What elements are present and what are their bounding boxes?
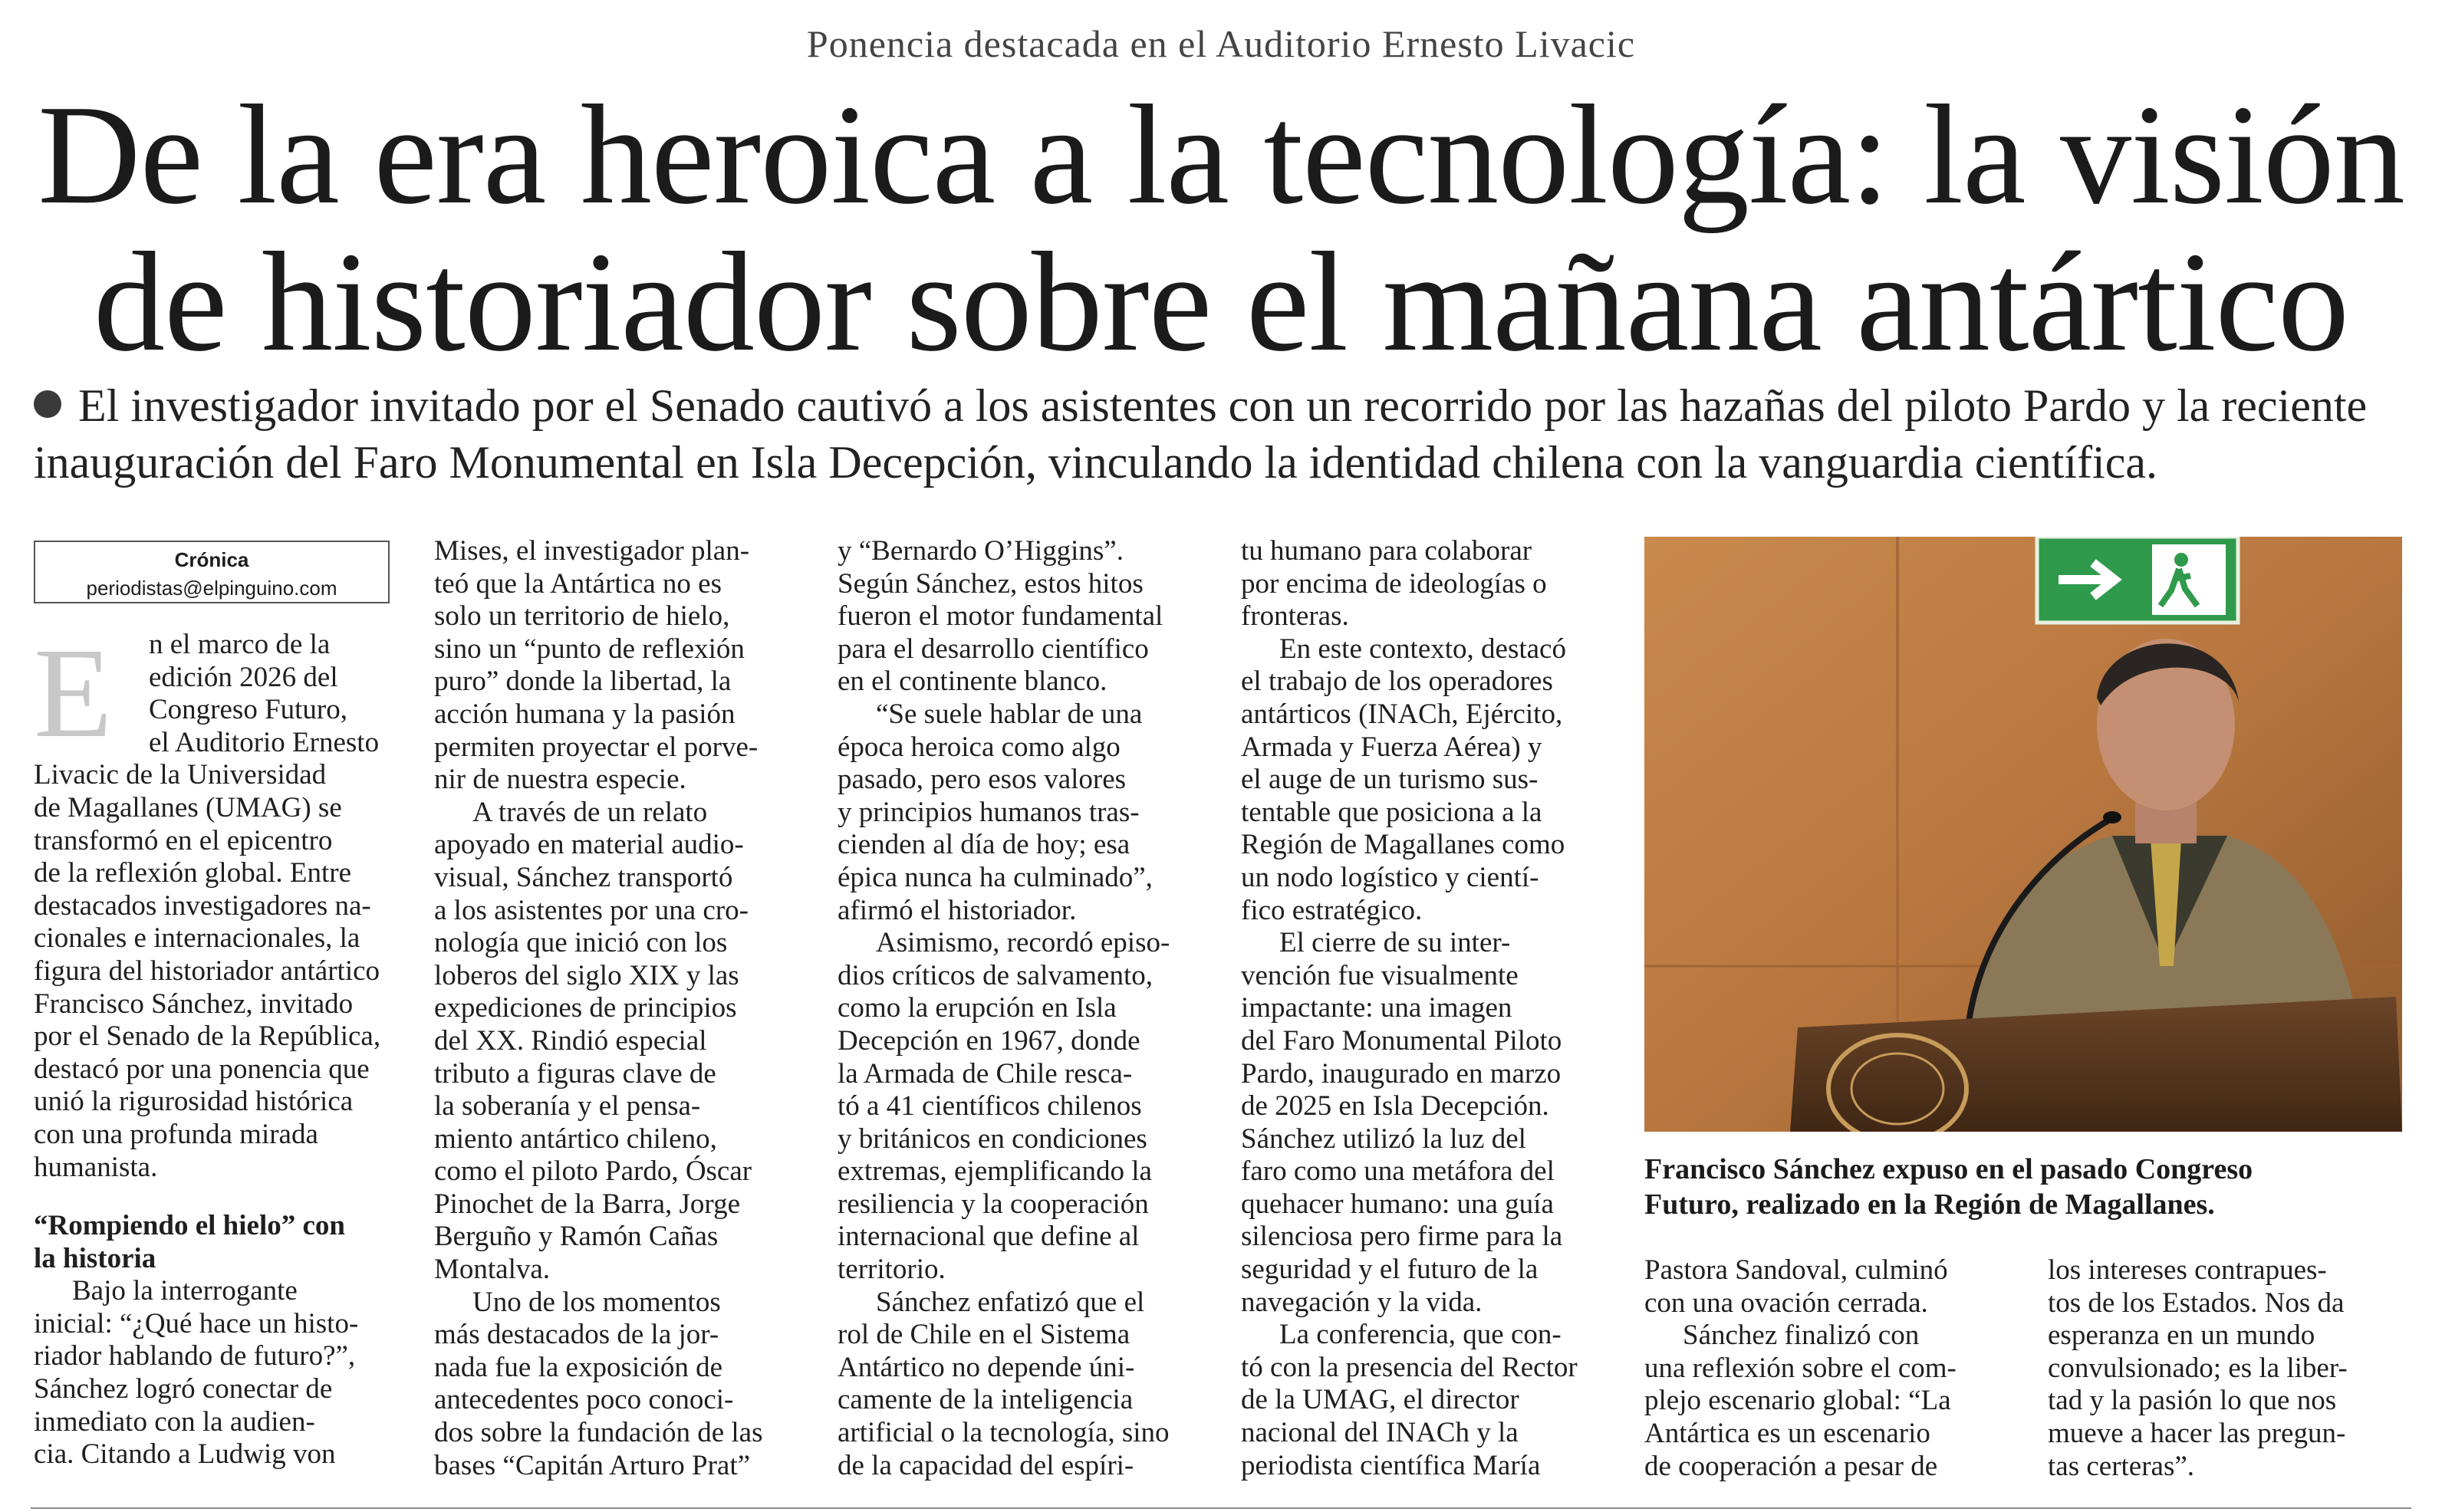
article-column-2 <box>434 535 795 1482</box>
text-line: A través de un relato <box>472 796 708 828</box>
text-line: a los asistentes por una cro- <box>434 894 749 926</box>
text-line: territorio. <box>838 1254 946 1286</box>
drop-cap: E <box>34 622 113 764</box>
text-line: Decepción en 1967, donde <box>838 1024 1140 1057</box>
text-line: fico estratégico. <box>1241 894 1423 926</box>
text-line: Montalva. <box>434 1254 551 1286</box>
text-line: loberos del siglo XIX y las <box>434 959 739 991</box>
text-line: resiliencia y la cooperación <box>838 1188 1149 1220</box>
text-line: tributo a figuras clave de <box>434 1057 716 1090</box>
article-column-3 <box>838 535 1198 1482</box>
text-line: esperanza en un mundo <box>2048 1320 2315 1352</box>
text-line: inmediato con la audien- <box>34 1405 315 1438</box>
text-line: del Faro Monumental Piloto <box>1241 1024 1562 1057</box>
article-column-6 <box>2048 1254 2408 1483</box>
text-line: nir de nuestra especie. <box>434 764 686 796</box>
text-line: artificial o la tecnología, sino <box>838 1417 1170 1449</box>
text-line: Pardo, inaugurado en marzo <box>1241 1057 1562 1090</box>
text-line: tentable que posiciona a la <box>1241 796 1542 828</box>
text-line: nología que inició con los <box>434 927 728 959</box>
deck-line-2: inauguración del Faro Monumental en Isla Decepción, vinculando la identidad chilena con la vanguardia científica. <box>34 437 2157 488</box>
article-column-1 <box>34 622 394 1471</box>
text-line: miento antártico chileno, <box>434 1122 717 1155</box>
bullet-icon <box>34 390 61 418</box>
text-line: cienden al día de hoy; esa <box>838 829 1130 861</box>
article-column-4 <box>1241 535 1609 1482</box>
text-line: mueve a hacer las pregun- <box>2048 1417 2346 1449</box>
text-line: camente de la inteligencia <box>838 1384 1134 1416</box>
text-line: Pinochet de la Barra, Jorge <box>434 1188 740 1220</box>
text-line: visual, Sánchez transportó <box>434 861 733 893</box>
text-line: el Auditorio Ernesto <box>149 726 380 758</box>
text-line: épica nunca ha culminado”, <box>838 861 1153 893</box>
deck <box>34 377 2427 491</box>
text-line: nacional del INACh y la <box>1241 1417 1519 1449</box>
text-line: expediciones de principios <box>434 992 737 1024</box>
headline <box>31 76 2411 381</box>
text-line: tu humano para colaborar <box>1241 535 1532 567</box>
text-line: seguridad y el futuro de la <box>1241 1254 1539 1286</box>
text-line: tas certeras”. <box>2048 1450 2195 1482</box>
text-line: tó a 41 científicos chilenos <box>838 1090 1142 1122</box>
text-line: Sánchez finalizó con <box>1683 1320 1920 1352</box>
photo-caption <box>1644 1152 2402 1222</box>
headline-line-2: de historiador sobre el mañana antártico <box>94 223 2348 381</box>
text-line: destacados investigadores na- <box>34 889 371 922</box>
caption-line-2: Futuro, realizado en la Región de Magallanes. <box>1644 1188 2215 1221</box>
text-line: teó que la Antártica no es <box>434 567 722 600</box>
text-line: edición 2026 del <box>149 661 338 693</box>
byline-box <box>34 541 390 603</box>
text-line: navegación y la vida. <box>1241 1286 1483 1318</box>
text-line: y británicos en condiciones <box>838 1122 1147 1155</box>
byline-section: Crónica <box>174 548 249 571</box>
text-line: Congreso Futuro, <box>149 694 347 726</box>
text-line: internacional que define al <box>838 1221 1140 1253</box>
text-line: humanista. <box>34 1151 158 1183</box>
text-line: los intereses contrapues- <box>2048 1254 2327 1286</box>
text-line: destacó por una ponencia que <box>34 1053 370 1085</box>
kicker: Ponencia destacada en el Auditorio Ernesto Livacic <box>806 22 1636 65</box>
text-line: por el Senado de la República, <box>34 1021 381 1053</box>
text-line: Sánchez enfatizó que el <box>876 1286 1145 1318</box>
text-line: Armada y Fuerza Aérea) y <box>1241 731 1542 763</box>
text-line: afirmó el historiador. <box>838 894 1077 926</box>
text-line: pasado, pero esos valores <box>838 764 1127 796</box>
text-line: solo un territorio de hielo, <box>434 600 730 633</box>
text-line: Livacic de la Universidad <box>34 759 327 791</box>
text-line: para el desarrollo científico <box>838 633 1149 665</box>
text-line: dios críticos de salvamento, <box>838 959 1154 991</box>
article-photo <box>1644 537 2402 1132</box>
speaker-photo-illustration <box>1644 537 2402 1132</box>
text-line: n el marco de la <box>149 629 331 660</box>
text-line: cionales e internacionales, la <box>34 922 360 955</box>
text-line: riador hablando de futuro?”, <box>34 1340 356 1372</box>
byline-email[interactable]: periodistas@elpinguino.com <box>86 577 337 600</box>
text-line: tos de los Estados. Nos da <box>2048 1287 2345 1319</box>
text-line: apoyado en material audio- <box>434 829 744 861</box>
caption-line-1: Francisco Sánchez expuso en el pasado Congreso <box>1644 1153 2253 1185</box>
text-line: el auge de un turismo sus- <box>1241 764 1539 796</box>
text-line: Mises, el investigador plan- <box>434 535 750 567</box>
text-line: más destacados de la jor- <box>434 1319 719 1351</box>
text-line: puro” donde la libertad, la <box>434 666 732 698</box>
text-line: Asimismo, recordó episo- <box>876 927 1170 959</box>
emergency-exit-sign-icon <box>2037 537 2238 623</box>
text-line: periodista científica María <box>1241 1449 1541 1481</box>
text-line: época heroica como algo <box>838 731 1121 763</box>
text-line: con una profunda mirada <box>34 1118 318 1150</box>
text-line: con una ovación cerrada. <box>1644 1287 1928 1319</box>
paragraph-gap <box>34 1184 394 1210</box>
text-line: de Magallanes (UMAG) se <box>34 791 342 823</box>
article-column-5 <box>1644 1254 2013 1483</box>
text-line: Francisco Sánchez, invitado <box>34 988 354 1020</box>
text-line: Antártica es un escenario <box>1644 1417 1930 1449</box>
text-line: quehacer humano: una guía <box>1241 1188 1554 1220</box>
text-line: tad y la pasión lo que nos <box>2048 1385 2337 1417</box>
text-line: faro como una metáfora del <box>1241 1155 1555 1188</box>
text-line: y “Bernardo O’Higgins”. <box>838 535 1124 567</box>
text-line: cia. Citando a Ludwig von <box>34 1438 336 1471</box>
text-line: una reflexión sobre el com- <box>1644 1352 1957 1384</box>
text-line: figura del historiador antártico <box>34 955 380 987</box>
bottom-rule <box>31 1507 2411 1509</box>
text-line: Antártico no depende úni- <box>838 1351 1135 1383</box>
text-line: de la UMAG, el director <box>1241 1384 1519 1416</box>
text-line: convulsionado; es la liber- <box>2048 1352 2348 1384</box>
text-line: Sánchez utilizó la luz del <box>1241 1122 1526 1155</box>
text-line: Pastora Sandoval, culminó <box>1644 1254 1948 1286</box>
text-line: del XX. Rindió especial <box>434 1024 707 1057</box>
text-line: En este contexto, destacó <box>1279 633 1566 665</box>
text-line: tó con la presencia del Rector <box>1241 1351 1578 1383</box>
text-line: bases “Capitán Arturo Prat” <box>434 1449 751 1481</box>
text-line: antárticos (INACh, Ejército, <box>1241 698 1563 730</box>
text-line: extremas, ejemplificando la <box>838 1155 1152 1188</box>
text-line: rol de Chile en el Sistema <box>838 1319 1130 1351</box>
headline-line-1: De la era heroica a la tecnología: la visión <box>38 76 2404 234</box>
text-line: un nodo logístico y cientí- <box>1241 861 1539 893</box>
subheading-line-1: “Rompiendo el hielo” con <box>34 1210 345 1242</box>
text-line: vención fue visualmente <box>1241 959 1519 991</box>
text-line: sino un “punto de reflexión <box>434 633 745 665</box>
deck-line-1 <box>34 377 2427 434</box>
text-line: Bajo la interrogante <box>72 1275 298 1307</box>
text-line: el trabajo de los operadores <box>1241 666 1553 698</box>
text-line: Sánchez logró conectar de <box>34 1373 333 1405</box>
text-line: El cierre de su inter- <box>1279 927 1511 959</box>
subheading-line-2: la historia <box>34 1242 156 1274</box>
text-line: la Armada de Chile resca- <box>838 1057 1133 1090</box>
text-line: de 2025 en Isla Decepción. <box>1241 1090 1549 1122</box>
text-line: nada fue la exposición de <box>434 1351 723 1383</box>
text-line: antecedentes poco conoci- <box>434 1384 734 1416</box>
text-line: como la erupción en Isla <box>838 992 1117 1024</box>
text-line: plejo escenario global: “La <box>1644 1385 1951 1417</box>
text-line: transformó en el epicentro <box>34 824 333 856</box>
deck-text-1: El investigador invitado por el Senado cautivó a los asistentes con un recorrido por las hazañas del piloto Pardo y la reciente <box>78 380 2368 431</box>
text-line: “Se suele hablar de una <box>876 698 1143 730</box>
text-line: acción humana y la pasión <box>434 698 736 730</box>
text-line: la soberanía y el pensa- <box>434 1090 701 1122</box>
text-line: en el continente blanco. <box>838 666 1107 698</box>
text-line: fueron el motor fundamental <box>838 600 1163 633</box>
text-line: permiten proyectar el porve- <box>434 731 759 763</box>
text-line: de la capacidad del espíri- <box>838 1449 1134 1481</box>
text-line: Según Sánchez, estos hitos <box>838 567 1144 600</box>
text-line: silenciosa pero firme para la <box>1241 1221 1563 1253</box>
text-line: Berguño y Ramón Cañas <box>434 1221 719 1253</box>
text-line: La conferencia, que con- <box>1279 1319 1562 1351</box>
text-line: fronteras. <box>1241 600 1349 633</box>
text-line: inicial: “¿Qué hace un histo- <box>34 1307 359 1339</box>
text-line: impactante: una imagen <box>1241 992 1512 1024</box>
text-line: por encima de ideologías o <box>1241 567 1547 600</box>
text-line: unió la rigurosidad histórica <box>34 1086 354 1118</box>
text-line: dos sobre la fundación de las <box>434 1417 763 1449</box>
text-line: de la reflexión global. Entre <box>34 857 352 889</box>
text-line: de cooperación a pesar de <box>1644 1450 1938 1482</box>
text-line: Uno de los momentos <box>472 1286 721 1318</box>
text-line: Región de Magallanes como <box>1241 829 1565 861</box>
text-line: como el piloto Pardo, Óscar <box>434 1155 752 1188</box>
text-line: y principios humanos tras- <box>838 796 1140 828</box>
